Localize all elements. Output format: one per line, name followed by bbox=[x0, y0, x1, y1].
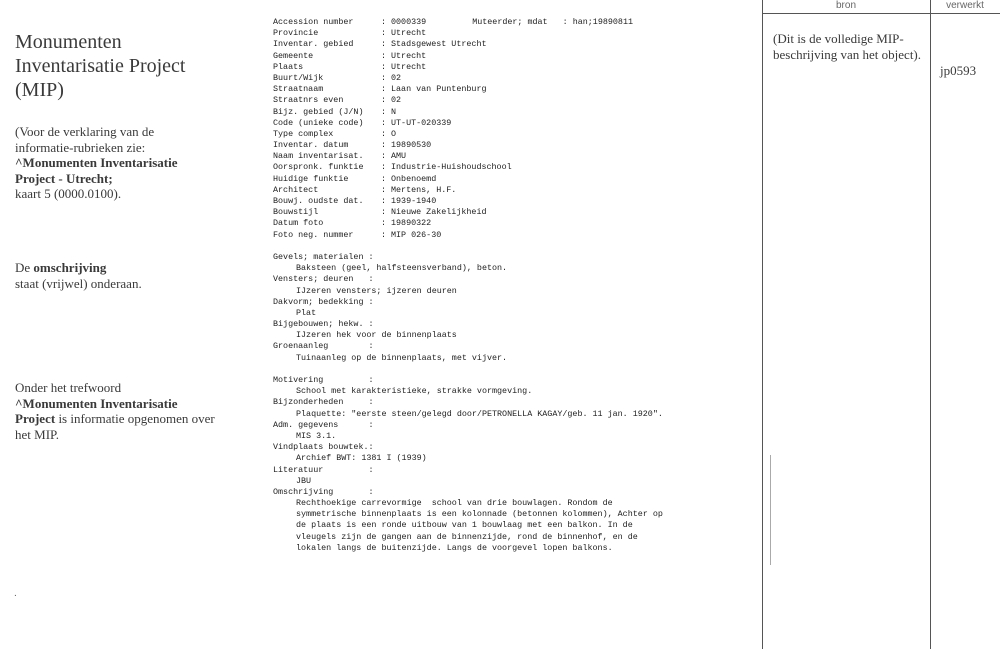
mip-record bbox=[273, 17, 753, 554]
section-heading: Vindplaats bouwtek.: bbox=[273, 442, 374, 453]
field-value: Utrecht bbox=[391, 61, 427, 72]
field-separator: : bbox=[381, 229, 387, 240]
section-heading: Vensters; deuren : bbox=[273, 274, 374, 285]
field-separator: : bbox=[381, 72, 387, 83]
section-line: Rechthoekige carrevormige school van drie bouwlagen. Rondom de bbox=[296, 498, 613, 509]
section-line: Tuinaanleg op de binnenplaats, met vijver. bbox=[296, 352, 508, 363]
field-row bbox=[273, 107, 753, 118]
field-row bbox=[273, 140, 753, 151]
blank-line bbox=[273, 364, 753, 375]
field-row bbox=[273, 17, 753, 28]
section-heading: Omschrijving : bbox=[273, 486, 374, 497]
section-heading: Groenaanleg : bbox=[273, 341, 374, 352]
field-separator: : bbox=[381, 106, 387, 117]
field-value: 0000339 bbox=[391, 17, 427, 27]
explanation-note bbox=[15, 124, 215, 202]
field-value: UT-UT-020339 bbox=[391, 117, 452, 128]
field-row bbox=[273, 162, 753, 173]
field-separator: : bbox=[381, 39, 387, 50]
note1-link[interactable]: ^Monumenten Inventarisatie Project - Utrecht; bbox=[15, 155, 178, 186]
field-label: Inventar. gebied bbox=[273, 39, 354, 50]
section-line: lokalen langs de buitenzijde. Langs de voorgevel lopen balkons. bbox=[296, 542, 613, 553]
note1-card: kaart 5 (0000.0100). bbox=[15, 186, 122, 201]
field-label: Huidige funktie bbox=[273, 173, 349, 184]
section-line: IJzeren vensters; ijzeren deuren bbox=[296, 285, 457, 296]
column-divider-right bbox=[930, 0, 931, 649]
field-label: Code (unieke code) bbox=[273, 117, 364, 128]
section-line: MIS 3.1. bbox=[296, 430, 337, 441]
field-separator: : bbox=[381, 95, 387, 106]
field-separator: : bbox=[381, 196, 387, 206]
field-separator: : bbox=[381, 173, 387, 184]
field-label: Bouwj. oudste dat. bbox=[273, 196, 364, 206]
field-separator: : bbox=[381, 50, 387, 61]
field-value: Stadsgewest Utrecht bbox=[391, 39, 487, 50]
section-line: School met karakteristieke, strakke vormgeving. bbox=[296, 386, 533, 397]
field-value: 19890322 bbox=[391, 218, 432, 229]
field-value: 1939-1940 bbox=[391, 196, 437, 206]
field-separator: : bbox=[381, 84, 387, 95]
section-heading: Bijzonderheden : bbox=[273, 397, 374, 408]
field-value: Onbenoemd bbox=[391, 173, 437, 184]
field-row bbox=[273, 196, 753, 207]
scan-mark bbox=[770, 455, 771, 565]
field-label: Foto neg. nummer bbox=[273, 229, 354, 240]
keyword-note: Onder het trefwoord ^Monumenten Inventarisatie Project is informatie opgenomen over het MIP. bbox=[15, 380, 215, 442]
column-divider-left bbox=[762, 0, 763, 649]
field-row bbox=[273, 84, 753, 95]
section-heading: Dakvorm; bedekking : bbox=[273, 296, 374, 307]
field-separator: : bbox=[381, 28, 387, 39]
field-value: 19890530 bbox=[391, 140, 432, 151]
field-label: Inventar. datum bbox=[273, 140, 349, 151]
field-separator: : bbox=[381, 117, 387, 128]
note3-link[interactable]: ^Monumenten Inventarisatie Project bbox=[15, 395, 178, 426]
field-label: Straatnrs even bbox=[273, 95, 344, 106]
field-row bbox=[273, 174, 753, 185]
field-value: N bbox=[391, 106, 397, 117]
mutation-info: Muteerder; mdat : han;19890811 bbox=[472, 17, 634, 27]
field-value: AMU bbox=[391, 151, 407, 162]
section-heading: Adm. gegevens : bbox=[273, 419, 374, 430]
section-heading: Literatuur : bbox=[273, 464, 374, 475]
field-label: Accession number bbox=[273, 17, 354, 27]
field-row bbox=[273, 185, 753, 196]
field-separator: : bbox=[381, 17, 387, 27]
field-label: Gemeente bbox=[273, 50, 314, 61]
field-row bbox=[273, 39, 753, 50]
field-separator: : bbox=[381, 151, 387, 162]
description-note: De omschrijving staat (vrijwel) onderaan. bbox=[15, 260, 142, 291]
field-separator: : bbox=[381, 162, 387, 173]
field-row bbox=[273, 230, 753, 241]
bron-header: bron bbox=[835, 0, 856, 11]
field-row bbox=[273, 151, 753, 162]
field-row bbox=[273, 118, 753, 129]
field-value: Utrecht bbox=[391, 50, 427, 61]
field-label: Straatnaam bbox=[273, 84, 324, 95]
section-line: de plaats is een ronde uitbouw van 1 bouwlaag met een balkon. In de bbox=[296, 520, 633, 531]
note2-keyword: omschrijving bbox=[33, 260, 107, 275]
field-row bbox=[273, 218, 753, 229]
field-value: 02 bbox=[391, 95, 402, 106]
field-value: MIP 026-30 bbox=[391, 229, 442, 240]
field-row bbox=[273, 95, 753, 106]
verwerkt-header: verwerkt bbox=[946, 0, 984, 11]
section-heading: Motivering : bbox=[273, 375, 374, 385]
field-label: Bouwstijl bbox=[273, 207, 319, 218]
field-label: Oorspronk. funktie bbox=[273, 162, 364, 173]
section-line: Archief BWT: 1381 I (1939) bbox=[296, 453, 427, 464]
field-label: Plaats bbox=[273, 61, 304, 72]
field-label: Bijz. gebied (J/N) bbox=[273, 106, 364, 117]
note1-text: (Voor de verklaring van de informatie-rubrieken zie: bbox=[15, 124, 155, 155]
field-label: Type complex bbox=[273, 128, 334, 139]
field-row bbox=[273, 207, 753, 218]
field-separator: : bbox=[381, 140, 387, 151]
field-value: O bbox=[391, 128, 397, 139]
verwerkt-cell: jp0593 bbox=[940, 63, 977, 78]
blank-line bbox=[273, 241, 753, 252]
field-separator: : bbox=[381, 207, 387, 218]
field-separator: : bbox=[381, 61, 387, 72]
field-label: Naam inventarisat. bbox=[273, 151, 364, 162]
section-line: Plaquette: "eerste steen/gelegd door/PETRONELLA KAGAY/geb. 11 jan. 1920". bbox=[296, 408, 663, 419]
field-value: Mertens, H.F. bbox=[391, 184, 457, 195]
field-label: Architect bbox=[273, 184, 319, 195]
field-label: Buurt/Wijk bbox=[273, 72, 324, 83]
section-line: JBU bbox=[296, 475, 312, 486]
section-heading: Gevels; materialen : bbox=[273, 251, 374, 262]
field-row bbox=[273, 129, 753, 140]
field-row bbox=[273, 28, 753, 39]
field-value: Industrie-Huishoudschool bbox=[391, 162, 512, 173]
page-title: Monumenten Inventarisatie Project (MIP) bbox=[15, 31, 186, 101]
source-table bbox=[762, 0, 1000, 649]
bron-cell: (Dit is de volledige MIP-beschrijving van het object). bbox=[773, 31, 922, 62]
field-value: Nieuwe Zakelijkheid bbox=[391, 207, 487, 218]
section-line: symmetrische binnenplaats is een kolonnade (betonnen kolommen), Achter op bbox=[296, 509, 663, 520]
field-separator: : bbox=[381, 128, 387, 139]
section-line: vleugels zijn de gangen aan de binnenzijde, rond de binnenhof, en de bbox=[296, 531, 638, 542]
stray-dot: . bbox=[14, 588, 17, 599]
field-value: Laan van Puntenburg bbox=[391, 84, 487, 95]
field-label: Provincie bbox=[273, 28, 319, 39]
field-label: Datum foto bbox=[273, 218, 324, 229]
field-value: 02 bbox=[391, 72, 402, 83]
field-row bbox=[273, 73, 753, 84]
field-row bbox=[273, 51, 753, 62]
field-value: Utrecht bbox=[391, 28, 427, 39]
section-line: IJzeren hek voor de binnenplaats bbox=[296, 330, 457, 341]
section-line: Baksteen (geel, halfsteensverband), beton. bbox=[296, 263, 508, 274]
field-separator: : bbox=[381, 184, 387, 195]
table-header bbox=[762, 0, 1000, 14]
section-heading: Bijgebouwen; hekw. : bbox=[273, 319, 374, 330]
section-line: Plat bbox=[296, 307, 317, 318]
field-separator: : bbox=[381, 218, 387, 229]
field-row bbox=[273, 62, 753, 73]
